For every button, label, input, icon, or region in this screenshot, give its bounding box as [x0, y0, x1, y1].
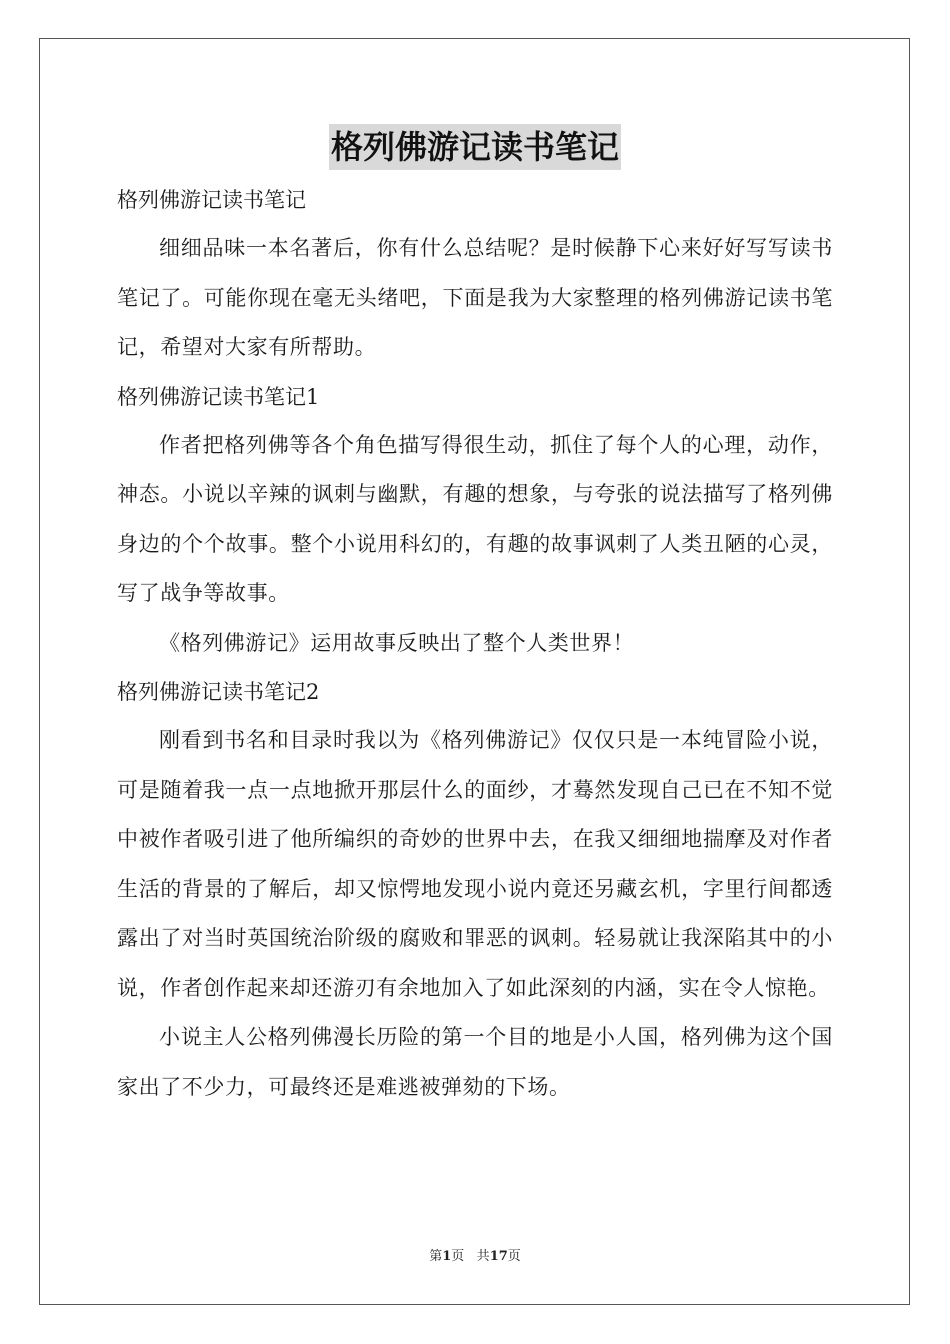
- intro-paragraph: 细细品味一本名著后，你有什么总结呢？是时候静下心来好好写写读书笔记了。可能你现在毫无头绪吧，下面是我为大家整理的格列佛游记读书笔记，希望对大家有所帮助。: [117, 236, 833, 359]
- footer-total-prefix: 共: [476, 1249, 490, 1264]
- title-container: [0, 124, 950, 170]
- document-subtitle: 格列佛游记读书笔记: [117, 188, 306, 212]
- document-title: 格列佛游记读书笔记: [329, 124, 621, 170]
- section-1-paragraph-2: 《格列佛游记》运用故事反映出了整个人类世界！: [159, 630, 635, 655]
- footer-total-suffix: 页: [507, 1249, 521, 1264]
- section-2-paragraph-1: 刚看到书名和目录时我以为《格列佛游记》仅仅只是一本纯冒险小说，可是随着我一点一点地掀开那层什么的面纱，才蓦然发现自己已在不知不觉中被作者吸引进了他所编织的奇妙的世界中去，在我又细细地揣摩及对作者生活的背景的了解后，却又惊愕地发现小说内竟还另藏玄机，字里行间都透露出了对当时英国统治阶级的腐败和罪恶的讽刺。轻易就让我深陷其中的小说，作者创作起来却还游刃有余地加入了如此深刻的内涵，实在令人惊艳。: [117, 728, 833, 1000]
- section-2-paragraph-2: 小说主人公格列佛漫长历险的第一个目的地是小人国，格列佛为这个国家出了不少力，可最终还是难逃被弹劾的下场。: [117, 1025, 833, 1099]
- footer-page-suffix: 页: [451, 1249, 465, 1264]
- section-1-paragraph-1: 作者把格列佛等各个角色描写得很生动，抓住了每个人的心理，动作，神态。小说以辛辣的讽刺与幽默，有趣的想象，与夸张的说法描写了格列佛身边的个个故事。整个小说用科幻的，有趣的故事讽刺了人类丑陋的心灵，写了战争等故事。: [117, 432, 833, 605]
- total-pages-number: 17: [489, 1249, 508, 1264]
- section-1-heading: 格列佛游记读书笔记1: [117, 384, 320, 409]
- section-2-heading: 格列佛游记读书笔记2: [117, 680, 320, 704]
- page-footer: [0, 1248, 950, 1266]
- current-page-number: 1: [442, 1249, 452, 1264]
- document-body: [117, 176, 833, 1112]
- footer-prefix: 第: [429, 1249, 443, 1264]
